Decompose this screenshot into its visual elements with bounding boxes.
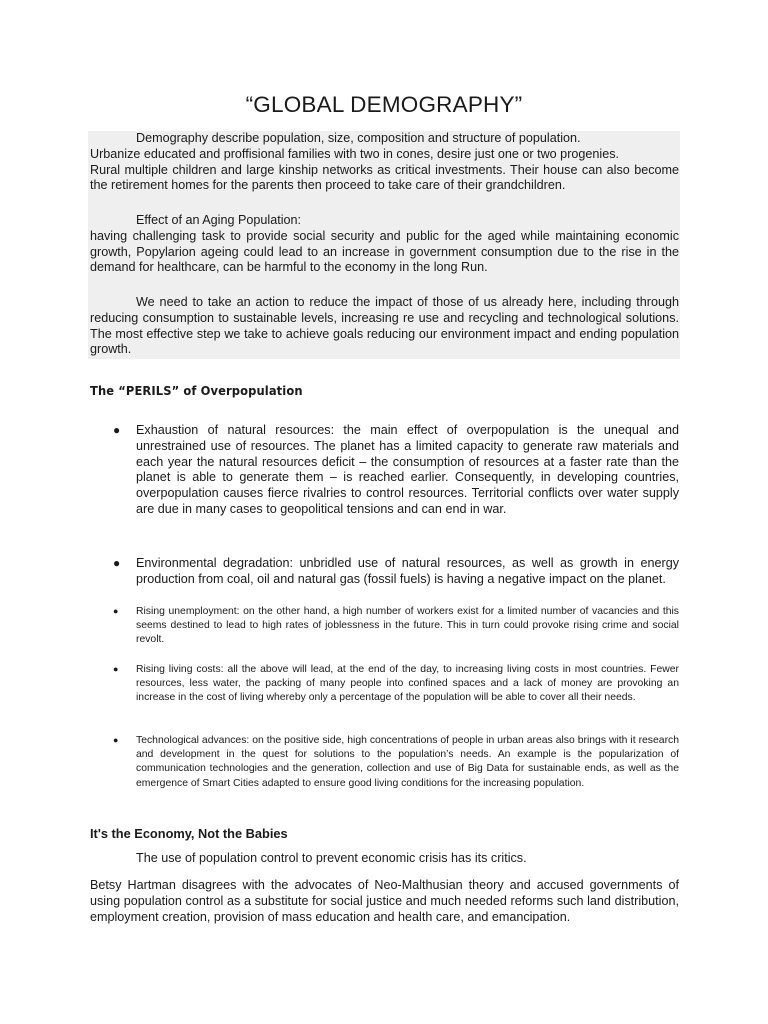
aging-text: having challenging task to provide social security and public for the aged while maintaining economic growth, Popylarion ageing could lead to an increase in government consumption due to the rise in the demand for healthcare, can be harmful to the economy in the long Run. — [90, 228, 679, 275]
bullet-icon: ● — [113, 423, 121, 437]
document-title: “GLOBAL DEMOGRAPHY” — [245, 92, 523, 117]
intro-paragraph — [90, 131, 679, 194]
action-paragraph: We need to take an action to reduce the impact of those of us already here, including through reducing consumption to sustainable levels, increasing re use and recycling and technological solutions. The most effective step we take to achieve goals reducing our environment impact and ending population growth. — [90, 295, 679, 357]
economy-paragraph-hartman: Betsy Hartman disagrees with the advocates of Neo-Malthusian theory and accused governments of using population control as a substitute for social justice and much needed reforms such land distribution, employment creation, provision of mass education and health care, and emancipation. — [90, 878, 679, 924]
bullet-icon: ● — [113, 664, 119, 674]
intro-line-definition: Demography describe population, size, composition and structure of population. — [136, 131, 581, 145]
aging-paragraph — [90, 213, 679, 276]
bullet-icon: ● — [113, 735, 119, 745]
peril-unemployment-text: Rising unemployment: on the other hand, a high number of workers exist for a limited number of vacancies and this seems destined to lead to high rates of joblessness in the future. This in turn could provoke rising crime and social revolt. — [136, 606, 679, 646]
aging-heading: Effect of an Aging Population: — [136, 213, 302, 227]
peril-exhaustion-text: Exhaustion of natural resources: the main effect of overpopulation is the unequal and unrestrained use of resources. The planet has a limited capacity to generate raw materials and each year the natural resources deficit – the consumption of resources at a faster rate than the planet is able to generate them – is reached earlier. Consequently, in developing countries, overpopulation causes fierce rivalries to control resources. Territorial conflicts over water supply are due in many cases to geopolitical tensions and can end in war. — [136, 423, 679, 516]
economy-heading: It's the Economy, Not the Babies — [90, 826, 288, 841]
peril-technology-text: Technological advances: on the positive side, high concentrations of people in urban areas also brings with it research and development in the quest for solutions to the population’s needs. An example is the popularization of communication technologies and the generation, collection and use of Big Data for sustainable ends, as well as the emergence of Smart Cities adapted to ensure good living conditions for the increasing population. — [136, 735, 679, 789]
perils-heading: The “PERILS” of Overpopulation — [90, 384, 303, 399]
bullet-icon: ● — [113, 606, 119, 616]
peril-living-costs-text: Rising living costs: all the above will lead, at the end of the day, to increasing living costs in most countries. Fewer resources, less water, the packing of many people into confined spaces and a lack of money are provoking an increase in the cost of living whereby only a percentage of the population will be able to cover all their needs. — [136, 664, 679, 704]
intro-line-rural: Rural multiple children and large kinship networks as critical investments. Their house can also become the retirement homes for the parents then proceed to take care of their grandchildren. — [90, 162, 679, 193]
intro-line-urban: Urbanize educated and proffisional families with two in cones, desire just one or two progenies. — [90, 146, 619, 161]
bullet-icon: ● — [113, 556, 121, 570]
peril-environment-text: Environmental degradation: unbridled use of natural resources, as well as growth in energy production from coal, oil and natural gas (fossil fuels) is having a negative impact on the planet. — [136, 556, 679, 586]
economy-paragraph-critics: The use of population control to prevent economic crisis has its critics. — [136, 851, 527, 865]
